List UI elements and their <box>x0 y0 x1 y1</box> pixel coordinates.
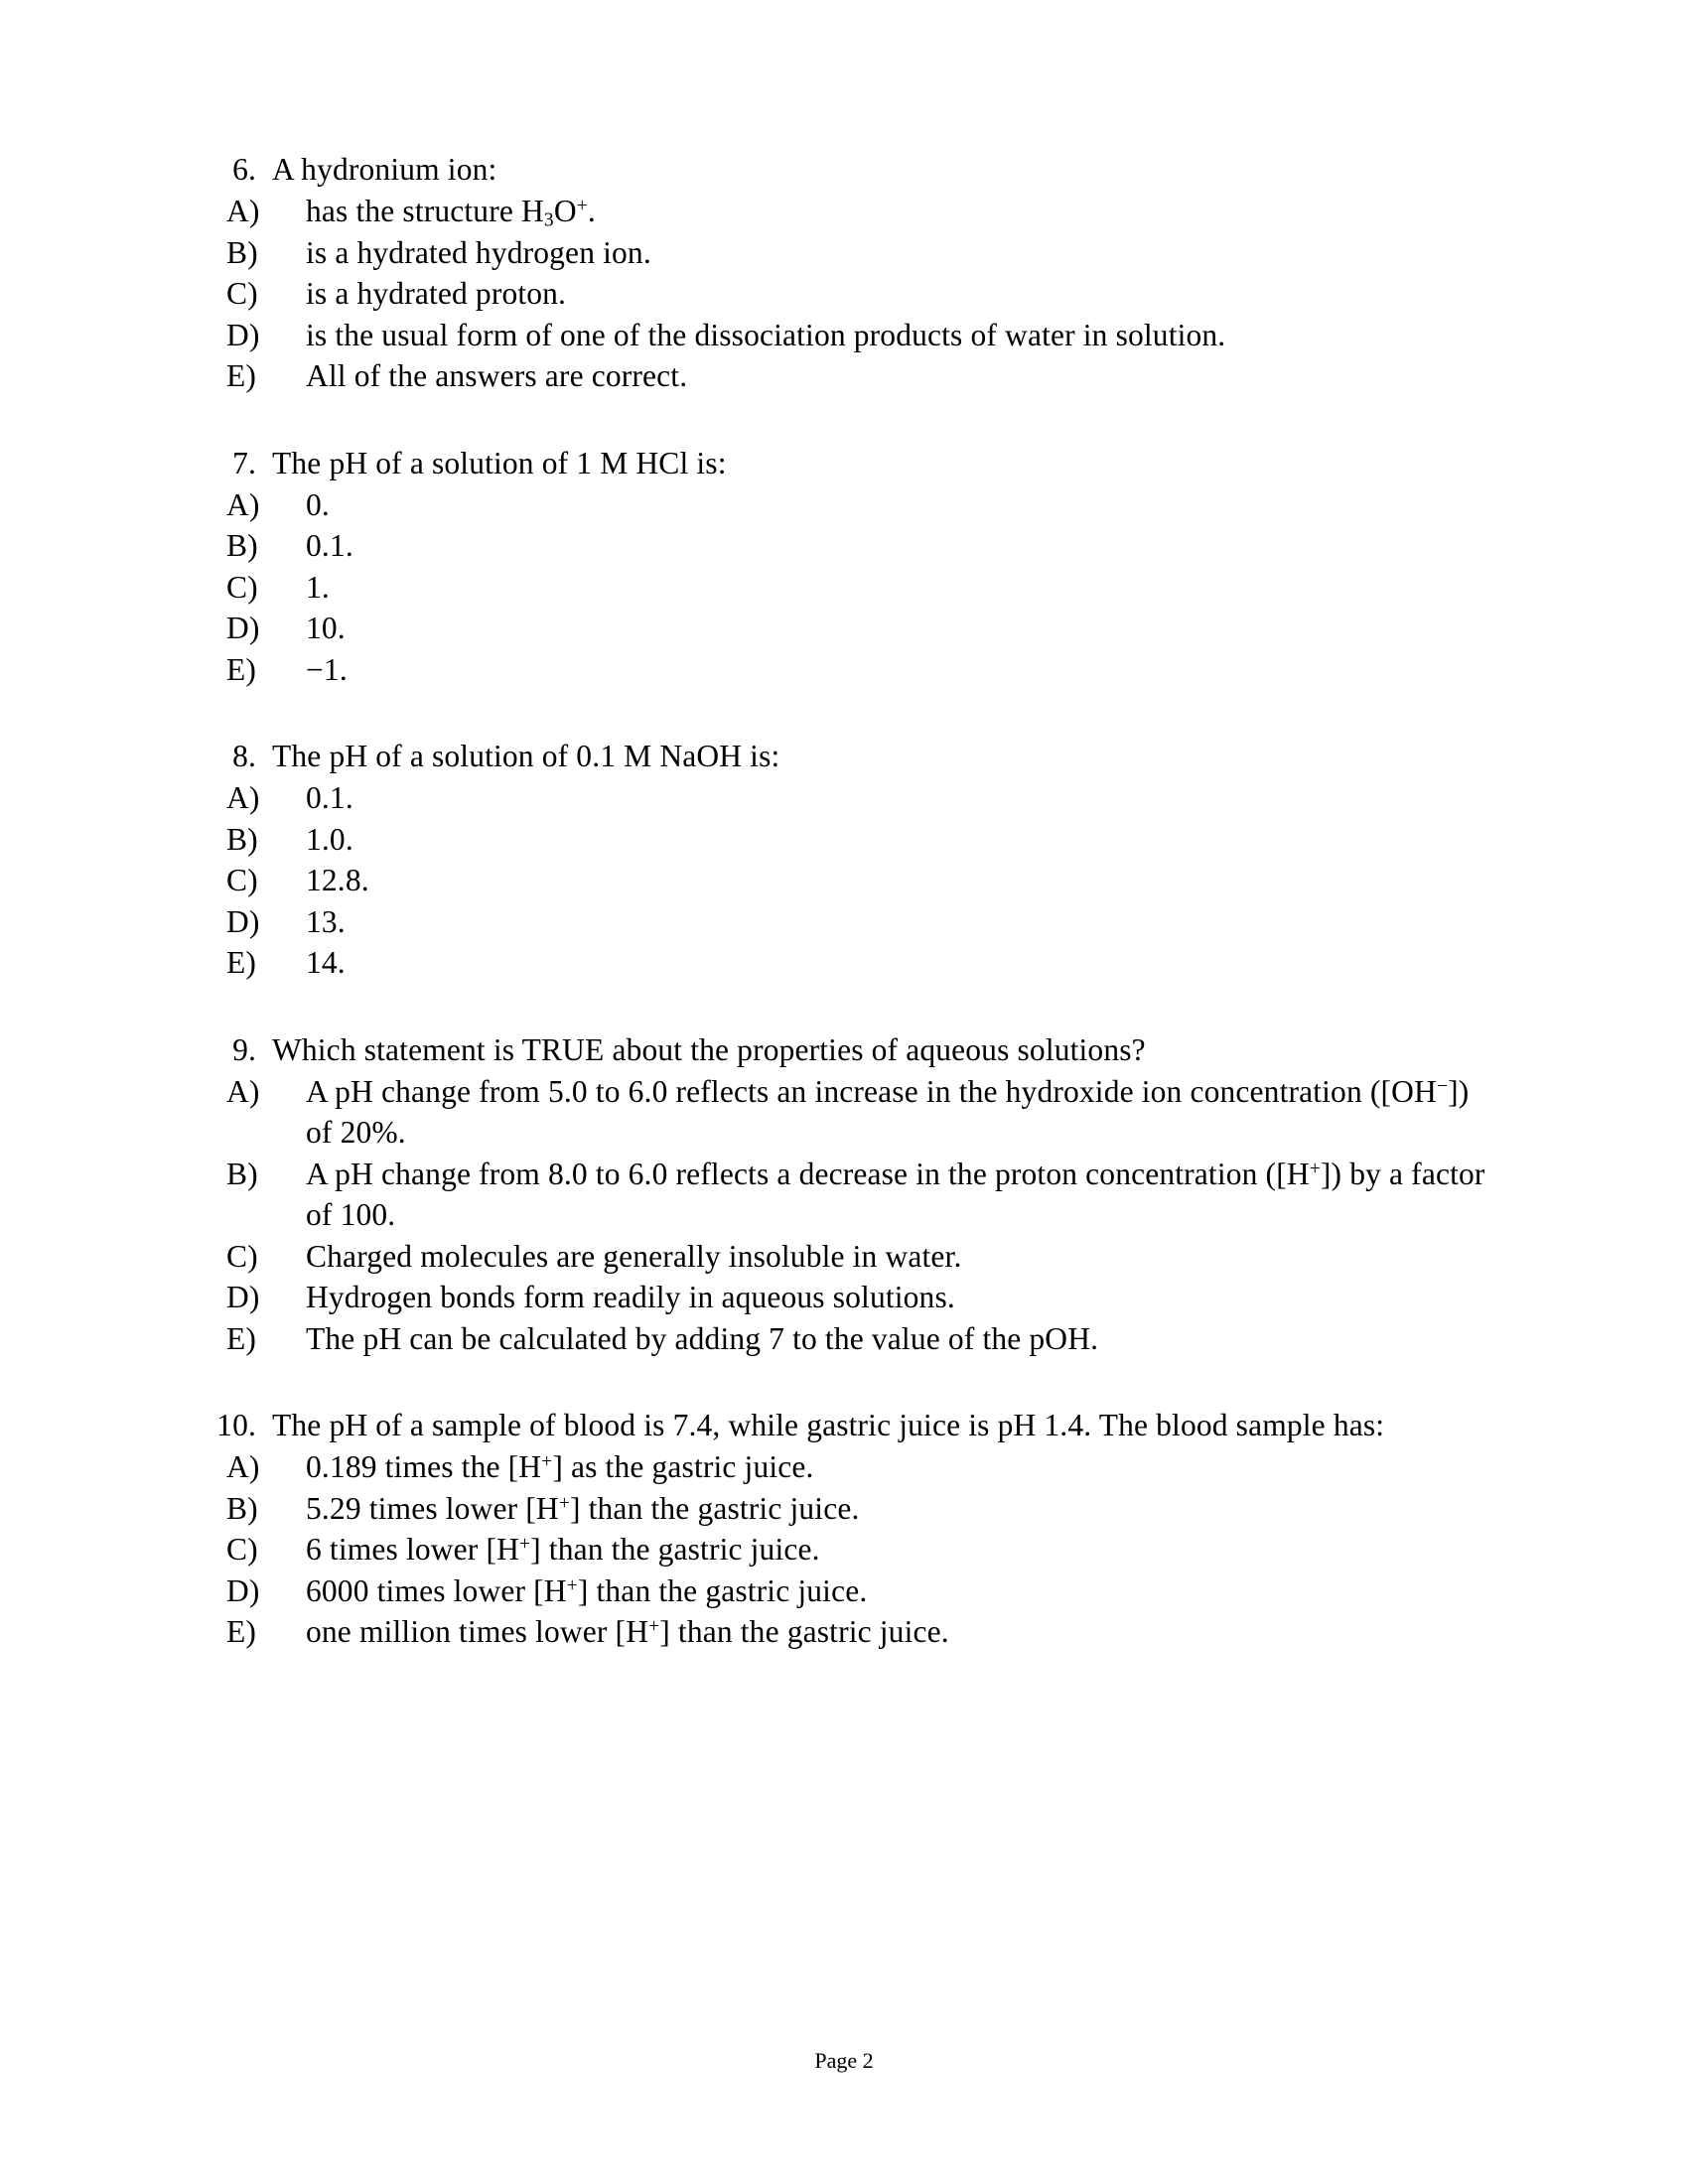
answer-option[interactable] <box>189 1611 1499 1653</box>
question-header <box>189 443 1499 483</box>
option-list <box>189 1071 1499 1360</box>
answer-option[interactable] <box>189 1318 1499 1360</box>
question-number: 9. <box>232 1031 256 1067</box>
option-text: Hydrogen bonds form readily in aqueous solutions. <box>306 1280 955 1314</box>
page-footer <box>0 2047 1688 2075</box>
answer-option[interactable] <box>189 1236 1499 1278</box>
option-letter: E) <box>226 358 257 393</box>
option-text: 0. <box>306 486 330 522</box>
question-header <box>189 736 1499 776</box>
answer-option[interactable] <box>189 942 1499 984</box>
option-text: 5.29 times lower [H+] than the gastric juice. <box>306 1490 860 1526</box>
option-letter: E) <box>226 1320 257 1356</box>
option-text: 1. <box>306 569 330 605</box>
answer-option[interactable] <box>189 525 1499 567</box>
option-letter: A) <box>226 486 260 522</box>
answer-option[interactable] <box>189 777 1499 819</box>
option-text: 14. <box>306 945 346 980</box>
option-text: 0.1. <box>306 780 353 815</box>
option-letter: C) <box>226 1238 258 1274</box>
question-number: 10. <box>216 1408 256 1442</box>
answer-option[interactable] <box>189 608 1499 649</box>
question-block <box>189 736 1499 984</box>
option-letter: D) <box>226 611 260 645</box>
option-letter: D) <box>226 1280 260 1314</box>
option-letter: B) <box>226 234 258 270</box>
option-letter: B) <box>226 1156 258 1191</box>
option-letter: A) <box>226 194 260 228</box>
question-number: 7. <box>232 445 256 480</box>
question-block <box>189 1405 1499 1653</box>
answer-option[interactable] <box>189 819 1499 861</box>
option-letter: A) <box>226 780 260 815</box>
option-text: A pH change from 5.0 to 6.0 reflects an increase in the hydroxide ion concentration ([OH−]) of 20%. <box>306 1073 1470 1150</box>
option-letter: B) <box>226 528 258 563</box>
option-text: 6 times lower [H+] than the gastric juice. <box>306 1532 820 1567</box>
answer-option[interactable] <box>189 1488 1499 1530</box>
option-letter: B) <box>226 821 258 857</box>
option-text: The pH can be calculated by adding 7 to the value of the pOH. <box>306 1320 1099 1356</box>
option-text: 1.0. <box>306 821 353 857</box>
option-text: 12.8. <box>306 863 369 897</box>
answer-option[interactable] <box>189 1529 1499 1570</box>
question-list <box>189 149 1499 1653</box>
option-text: 0.189 times the [H+] as the gastric juice. <box>306 1449 814 1484</box>
option-text: 6000 times lower [H+] than the gastric juice. <box>306 1572 868 1608</box>
answer-option[interactable] <box>189 1154 1499 1236</box>
answer-option[interactable] <box>189 1446 1499 1488</box>
option-letter: C) <box>226 1532 258 1567</box>
answer-option[interactable] <box>189 860 1499 901</box>
answer-option[interactable] <box>189 1071 1499 1154</box>
option-text: is a hydrated hydrogen ion. <box>306 234 651 270</box>
option-list <box>189 777 1499 984</box>
option-text: is a hydrated proton. <box>306 276 567 311</box>
answer-option[interactable] <box>189 273 1499 315</box>
option-letter: D) <box>226 1572 260 1608</box>
question-number: 8. <box>232 739 256 773</box>
question-header <box>189 149 1499 190</box>
question-number: 6. <box>232 152 256 187</box>
answer-option[interactable] <box>189 191 1499 232</box>
option-list <box>189 1446 1499 1653</box>
question-block <box>189 1029 1499 1360</box>
question-header <box>189 1029 1499 1070</box>
option-text: is the usual form of one of the dissociation products of water in solution. <box>306 317 1226 352</box>
option-letter: C) <box>226 276 258 311</box>
option-letter: D) <box>226 903 260 939</box>
option-list <box>189 191 1499 397</box>
option-list <box>189 484 1499 691</box>
answer-option[interactable] <box>189 355 1499 397</box>
answer-option[interactable] <box>189 649 1499 691</box>
option-letter: E) <box>226 945 257 980</box>
question-stem: Which statement is TRUE about the properties of aqueous solutions? <box>272 1031 1146 1067</box>
option-text: 0.1. <box>306 528 353 563</box>
question-block <box>189 149 1499 397</box>
option-text: has the structure $H_3O^+$. <box>306 194 596 231</box>
option-letter: E) <box>226 1614 257 1649</box>
answer-option[interactable] <box>189 315 1499 356</box>
option-text: −1. <box>306 651 348 687</box>
question-stem: A hydronium ion: <box>272 152 497 187</box>
question-stem: The pH of a solution of 0.1 M NaOH is: <box>272 739 780 773</box>
answer-option[interactable] <box>189 901 1499 943</box>
option-text: All of the answers are correct. <box>306 358 688 393</box>
option-letter: C) <box>226 863 258 897</box>
option-text: one million times lower [H+] than the gastric juice. <box>306 1614 949 1649</box>
footer-page-label: Page 2 <box>814 2048 874 2073</box>
answer-option[interactable] <box>189 567 1499 609</box>
question-stem: The pH of a solution of 1 M HCl is: <box>272 445 727 480</box>
option-letter: A) <box>226 1449 260 1484</box>
option-text: 10. <box>306 611 346 645</box>
question-block <box>189 443 1499 691</box>
option-letter: E) <box>226 651 257 687</box>
option-letter: B) <box>226 1490 258 1526</box>
question-stem: The pH of a sample of blood is 7.4, while gastric juice is pH 1.4. The blood sample has: <box>272 1408 1385 1442</box>
option-letter: D) <box>226 317 260 352</box>
answer-option[interactable] <box>189 484 1499 526</box>
option-letter: A) <box>226 1073 260 1109</box>
question-header <box>189 1405 1499 1445</box>
option-text: Charged molecules are generally insoluble in water. <box>306 1238 962 1274</box>
option-text: 13. <box>306 903 346 939</box>
option-text: A pH change from 8.0 to 6.0 reflects a decrease in the proton concentration ([H+]) by a factor of 100. <box>306 1156 1485 1232</box>
answer-option[interactable] <box>189 1277 1499 1318</box>
option-letter: C) <box>226 569 258 605</box>
answer-option[interactable] <box>189 1570 1499 1612</box>
answer-option[interactable] <box>189 232 1499 274</box>
